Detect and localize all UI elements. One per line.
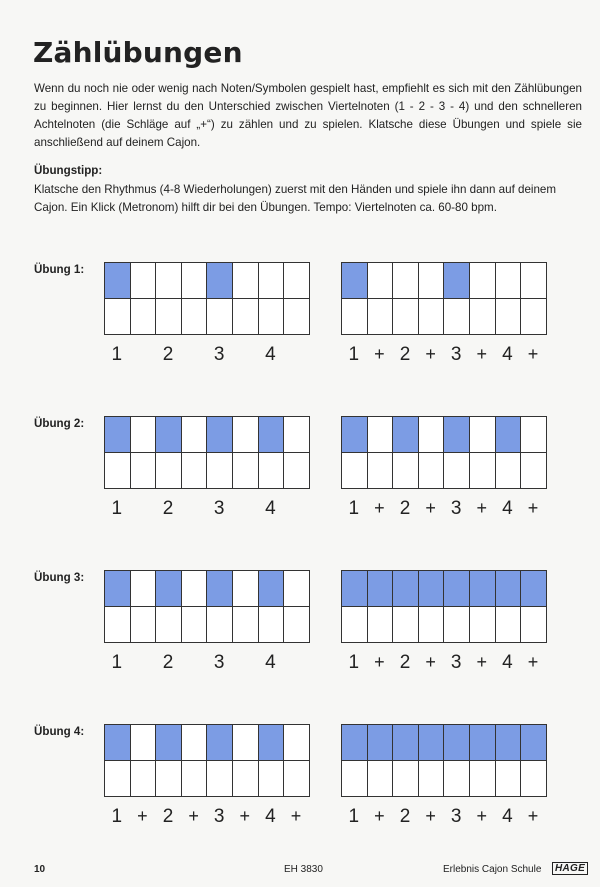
beat-cell-empty	[182, 761, 208, 797]
count-and: +	[527, 652, 539, 672]
count-and: +	[374, 806, 385, 826]
beat-cell-empty	[368, 417, 394, 453]
beat-cell-empty	[342, 299, 368, 335]
rhythm-grid	[341, 416, 547, 489]
beat-cell-filled	[342, 725, 368, 761]
count-and: +	[374, 652, 385, 672]
beat-cell-empty	[182, 263, 208, 299]
count-row	[341, 806, 546, 830]
beat-cell-filled	[444, 263, 470, 299]
beat-cell-empty	[131, 299, 157, 335]
beat-cell-empty	[470, 607, 496, 643]
beat-cell-empty	[284, 761, 310, 797]
count-and: +	[527, 344, 539, 364]
beat-cell-filled	[368, 725, 394, 761]
beat-cell-empty	[444, 453, 470, 489]
beat-cell-empty	[284, 607, 310, 643]
beat-cell-empty	[233, 453, 259, 489]
beat-cell-filled	[521, 571, 547, 607]
beat-cell-empty	[284, 263, 310, 299]
page-number: 10	[34, 864, 46, 875]
count-and: +	[476, 652, 488, 672]
beat-cell-filled	[342, 263, 368, 299]
beat-cell-filled	[156, 725, 182, 761]
beat-cell-empty	[444, 607, 470, 643]
beat-cell-empty	[207, 453, 233, 489]
beat-cell-filled	[521, 725, 547, 761]
beat-cell-empty	[233, 607, 259, 643]
beat-cell-empty	[259, 299, 285, 335]
beat-cell-empty	[342, 761, 368, 797]
beat-cell-empty	[182, 417, 208, 453]
count-beat: 4	[265, 498, 276, 519]
beat-cell-filled	[444, 725, 470, 761]
count-beat: 4	[265, 806, 276, 827]
beat-cell-empty	[419, 263, 445, 299]
count-and: +	[425, 806, 436, 826]
beat-cell-empty	[284, 299, 310, 335]
beat-cell-empty	[444, 761, 470, 797]
beat-cell-empty	[444, 299, 470, 335]
beat-cell-empty	[259, 263, 285, 299]
page-footer	[0, 864, 600, 880]
count-and: +	[425, 652, 436, 672]
count-beat: 1	[348, 806, 360, 827]
beat-cell-empty	[496, 299, 522, 335]
count-and: +	[425, 344, 436, 364]
count-beat: 3	[213, 652, 225, 673]
count-and: +	[290, 806, 302, 826]
exercise-label: Übung 1:	[34, 263, 85, 276]
beat-cell-empty	[156, 299, 182, 335]
beat-cell-filled	[393, 571, 419, 607]
beat-cell-filled	[342, 571, 368, 607]
beat-cell-empty	[342, 453, 368, 489]
count-beat: 2	[399, 344, 411, 365]
beat-cell-empty	[470, 299, 496, 335]
beat-cell-empty	[156, 453, 182, 489]
count-and: +	[527, 806, 539, 826]
beat-cell-filled	[496, 417, 522, 453]
beat-cell-filled	[207, 571, 233, 607]
edition-code: EH 3830	[284, 864, 323, 875]
beat-cell-empty	[259, 453, 285, 489]
beat-cell-empty	[342, 607, 368, 643]
beat-cell-empty	[131, 417, 157, 453]
beat-cell-filled	[105, 263, 131, 299]
count-beat: 3	[450, 344, 462, 365]
count-beat: 3	[450, 806, 462, 827]
beat-cell-empty	[259, 607, 285, 643]
beat-cell-filled	[419, 725, 445, 761]
beat-cell-empty	[207, 761, 233, 797]
beat-cell-empty	[419, 453, 445, 489]
beat-cell-empty	[182, 725, 208, 761]
beat-cell-empty	[233, 571, 259, 607]
count-beat: 1	[348, 652, 360, 673]
beat-cell-empty	[131, 263, 157, 299]
count-row	[104, 344, 309, 368]
beat-cell-empty	[470, 263, 496, 299]
beat-cell-empty	[521, 453, 547, 489]
beat-cell-filled	[419, 571, 445, 607]
beat-cell-empty	[284, 417, 310, 453]
beat-cell-empty	[182, 299, 208, 335]
beat-cell-empty	[393, 761, 419, 797]
count-and: +	[137, 806, 148, 826]
beat-cell-empty	[207, 299, 233, 335]
count-and: +	[476, 498, 488, 518]
count-row	[104, 498, 309, 522]
beat-cell-empty	[521, 607, 547, 643]
count-beat: 4	[502, 344, 513, 365]
count-beat: 2	[162, 344, 174, 365]
publisher-logo: HAGE	[552, 862, 588, 875]
beat-cell-empty	[233, 725, 259, 761]
rhythm-grid	[341, 570, 547, 643]
count-beat: 1	[111, 806, 123, 827]
rhythm-grid	[104, 570, 310, 643]
count-beat: 3	[450, 652, 462, 673]
page-title: Zählübungen	[33, 36, 243, 69]
count-beat: 1	[348, 344, 360, 365]
count-beat: 2	[399, 652, 411, 673]
rhythm-grid	[104, 262, 310, 335]
count-beat: 4	[265, 652, 276, 673]
beat-cell-empty	[284, 453, 310, 489]
count-beat: 1	[111, 652, 123, 673]
beat-cell-filled	[156, 417, 182, 453]
beat-cell-empty	[131, 725, 157, 761]
beat-cell-filled	[393, 417, 419, 453]
count-and: +	[188, 806, 199, 826]
beat-cell-empty	[521, 761, 547, 797]
beat-cell-empty	[393, 299, 419, 335]
beat-cell-empty	[496, 761, 522, 797]
count-beat: 4	[265, 344, 276, 365]
beat-cell-empty	[496, 607, 522, 643]
beat-cell-empty	[368, 761, 394, 797]
beat-cell-empty	[470, 417, 496, 453]
beat-cell-filled	[342, 417, 368, 453]
beat-cell-empty	[521, 299, 547, 335]
beat-cell-empty	[207, 607, 233, 643]
exercise-label: Übung 4:	[34, 725, 85, 738]
beat-cell-empty	[393, 453, 419, 489]
beat-cell-empty	[131, 571, 157, 607]
beat-cell-filled	[496, 571, 522, 607]
count-beat: 1	[348, 498, 360, 519]
beat-cell-empty	[259, 761, 285, 797]
count-row	[104, 652, 309, 676]
count-and: +	[476, 344, 488, 364]
beat-cell-empty	[496, 263, 522, 299]
rhythm-grid	[104, 724, 310, 797]
count-and: +	[374, 344, 385, 364]
beat-cell-empty	[182, 607, 208, 643]
count-beat: 4	[502, 498, 513, 519]
count-beat: 3	[213, 498, 225, 519]
tip-heading: Übungstipp:	[34, 164, 103, 177]
rhythm-grid	[104, 416, 310, 489]
beat-cell-filled	[259, 417, 285, 453]
beat-cell-filled	[105, 571, 131, 607]
count-row	[104, 806, 309, 830]
beat-cell-empty	[156, 263, 182, 299]
beat-cell-empty	[284, 571, 310, 607]
beat-cell-filled	[393, 725, 419, 761]
count-and: +	[425, 498, 436, 518]
beat-cell-empty	[131, 761, 157, 797]
beat-cell-filled	[444, 417, 470, 453]
exercise-label: Übung 2:	[34, 417, 85, 430]
beat-cell-empty	[105, 761, 131, 797]
intro-paragraph: Wenn du noch nie oder wenig nach Noten/Symbolen gespielt hast, empfiehlt es sich mit den Zählübungen zu beginnen. Hier lernst du den Unterschied zwischen Viertelnoten (1 - 2 - 3 - 4) und den schnelleren Achtelnoten (die Schläge auf „+“) zu zählen und zu spielen. Klatsche diese Übungen und spiele sie anschließend auf deinem Cajon.	[34, 82, 582, 149]
beat-cell-empty	[131, 453, 157, 489]
beat-cell-empty	[470, 761, 496, 797]
count-beat: 3	[213, 806, 225, 827]
beat-cell-empty	[419, 299, 445, 335]
count-and: +	[239, 806, 251, 826]
beat-cell-filled	[259, 725, 285, 761]
exercise-label: Übung 3:	[34, 571, 85, 584]
beat-cell-empty	[233, 417, 259, 453]
beat-cell-filled	[368, 571, 394, 607]
count-row	[341, 344, 546, 368]
count-and: +	[374, 498, 385, 518]
beat-cell-empty	[393, 607, 419, 643]
beat-cell-empty	[419, 761, 445, 797]
beat-cell-empty	[393, 263, 419, 299]
beat-cell-empty	[368, 263, 394, 299]
beat-cell-empty	[368, 299, 394, 335]
beat-cell-empty	[521, 417, 547, 453]
beat-cell-empty	[233, 299, 259, 335]
beat-cell-empty	[131, 607, 157, 643]
count-beat: 1	[111, 498, 123, 519]
series-title: Erlebnis Cajon Schule	[443, 864, 542, 875]
beat-cell-empty	[105, 453, 131, 489]
count-beat: 4	[502, 806, 513, 827]
beat-cell-filled	[496, 725, 522, 761]
beat-cell-empty	[182, 571, 208, 607]
beat-cell-empty	[419, 417, 445, 453]
beat-cell-empty	[182, 453, 208, 489]
beat-cell-filled	[470, 571, 496, 607]
beat-cell-empty	[419, 607, 445, 643]
count-beat: 3	[213, 344, 225, 365]
count-beat: 2	[399, 498, 411, 519]
beat-cell-empty	[156, 607, 182, 643]
count-beat: 4	[502, 652, 513, 673]
beat-cell-filled	[156, 571, 182, 607]
count-beat: 1	[111, 344, 123, 365]
beat-cell-empty	[521, 263, 547, 299]
beat-cell-filled	[207, 725, 233, 761]
beat-cell-empty	[368, 607, 394, 643]
rhythm-grid	[341, 262, 547, 335]
beat-cell-empty	[368, 453, 394, 489]
count-beat: 3	[450, 498, 462, 519]
count-beat: 2	[162, 652, 174, 673]
beat-cell-empty	[105, 299, 131, 335]
beat-cell-empty	[496, 453, 522, 489]
beat-cell-filled	[259, 571, 285, 607]
beat-cell-empty	[233, 263, 259, 299]
beat-cell-filled	[444, 571, 470, 607]
beat-cell-empty	[156, 761, 182, 797]
beat-cell-empty	[470, 453, 496, 489]
beat-cell-filled	[207, 417, 233, 453]
count-beat: 2	[162, 498, 174, 519]
beat-cell-empty	[284, 725, 310, 761]
count-row	[341, 498, 546, 522]
beat-cell-empty	[105, 607, 131, 643]
count-beat: 2	[162, 806, 174, 827]
beat-cell-empty	[233, 761, 259, 797]
tip-paragraph: Klatsche den Rhythmus (4-8 Wiederholungen) zuerst mit den Händen und spiele ihn dann auf deinem Cajon. Ein Klick (Metronom) hilft dir bei den Übungen. Tempo: Viertelnoten ca. 60-80 bpm.	[34, 183, 557, 214]
count-and: +	[476, 806, 488, 826]
beat-cell-filled	[207, 263, 233, 299]
beat-cell-filled	[105, 725, 131, 761]
rhythm-grid	[341, 724, 547, 797]
beat-cell-filled	[470, 725, 496, 761]
count-row	[341, 652, 546, 676]
count-beat: 2	[399, 806, 411, 827]
beat-cell-filled	[105, 417, 131, 453]
count-and: +	[527, 498, 539, 518]
